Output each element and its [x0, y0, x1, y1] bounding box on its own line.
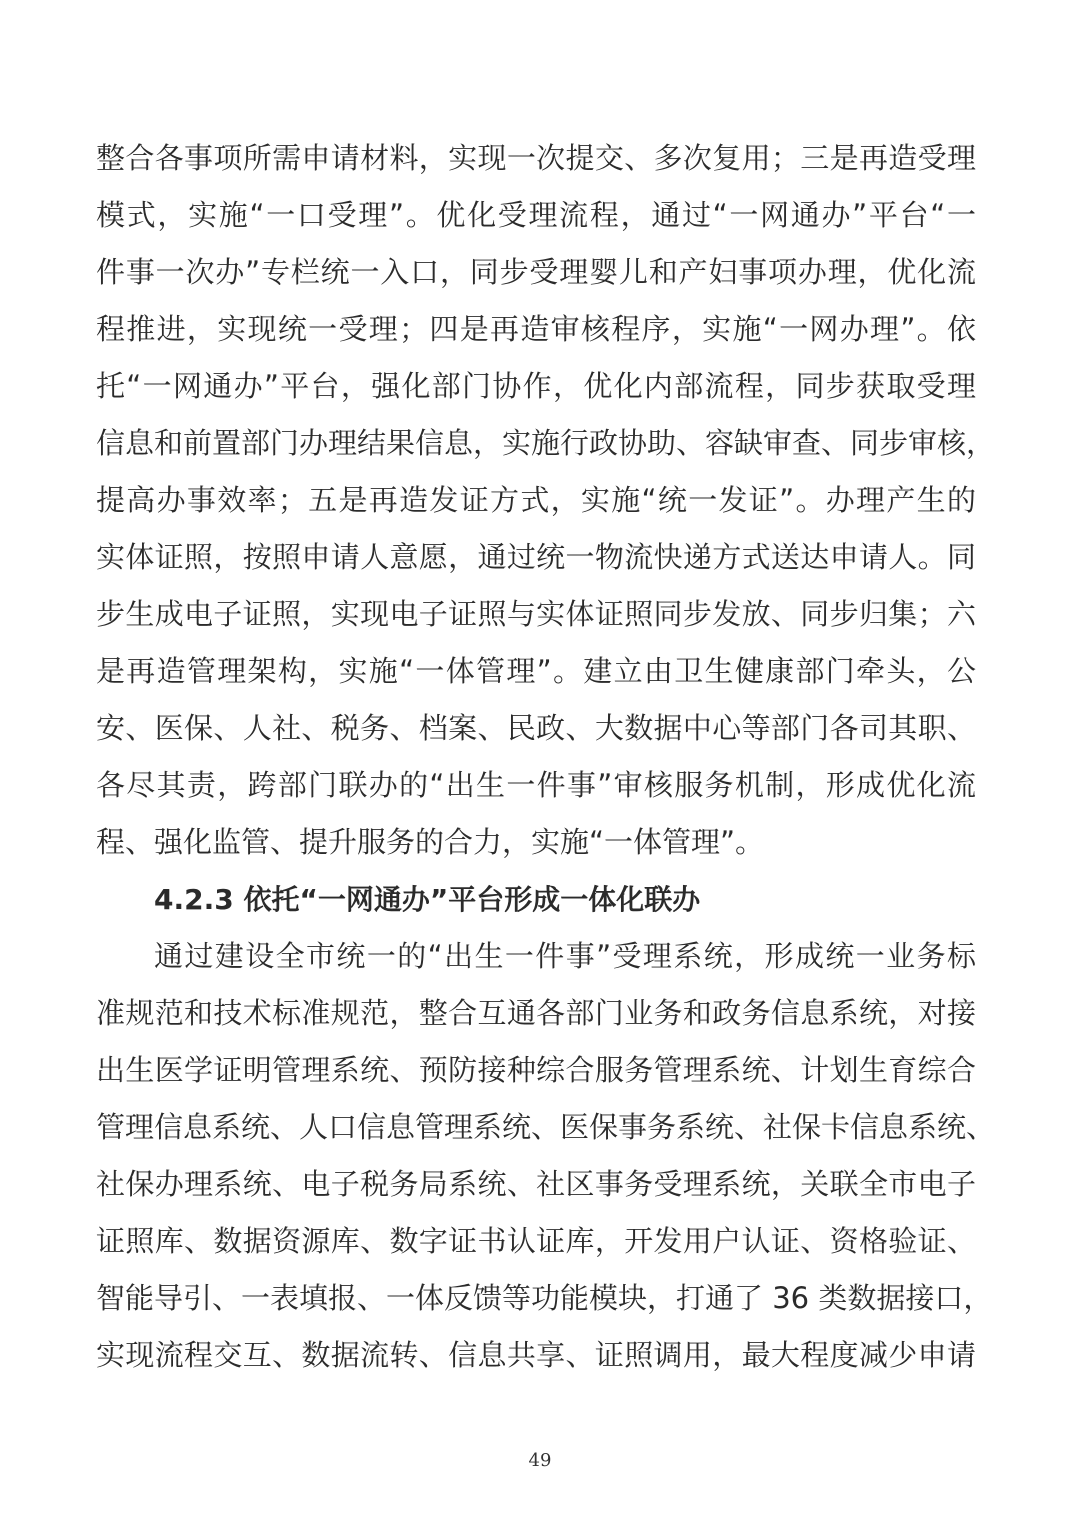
section-heading: 4.2.3 依托“一网通办”平台形成一体化联办 — [154, 883, 701, 916]
paragraph-line: 各尽其责，跨部门联办的“出生一件事”审核服务机制，形成优化流 — [96, 768, 976, 802]
paragraph-line: 步生成电子证照，实现电子证照与实体证照同步发放、同步归集；六 — [96, 597, 976, 631]
paragraph-line: 程、强化监管、提升服务的合力，实施“一体管理”。 — [96, 825, 765, 859]
paragraph-line: 社保办理系统、电子税务局系统、社区事务受理系统，关联全市电子 — [96, 1167, 976, 1201]
paragraph-line: 准规范和技术标准规范，整合互通各部门业务和政务信息系统，对接 — [96, 996, 976, 1030]
paragraph-line: 管理信息系统、人口信息管理系统、医保事务系统、社保卡信息系统、 — [96, 1110, 996, 1144]
paragraph-line: 程推进，实现统一受理；四是再造审核程序，实施“一网办理”。依 — [96, 312, 976, 346]
paragraph-line: 实现流程交互、数据流转、信息共享、证照调用，最大程度减少申请 — [96, 1338, 976, 1372]
body-text — [96, 130, 996, 1384]
paragraph-line: 安、医保、人社、税务、档案、民政、大数据中心等部门各司其职、 — [96, 711, 976, 745]
paragraph-line: 托“一网通办”平台，强化部门协作，优化内部流程，同步获取受理 — [96, 369, 976, 403]
paragraph-line: 信息和前置部门办理结果信息，实施行政协助、容缺审查、同步审核， — [96, 426, 996, 460]
paragraph-line: 证照库、数据资源库、数字证书认证库，开发用户认证、资格验证、 — [96, 1224, 976, 1258]
page-number: 49 — [528, 1450, 552, 1471]
paragraph-line: 提高办事效率；五是再造发证方式，实施“统一发证”。办理产生的 — [96, 483, 976, 517]
paragraph-line: 是再造管理架构，实施“一体管理”。建立由卫生健康部门牵头，公 — [96, 654, 976, 688]
paragraph-1 — [96, 130, 996, 871]
paragraph-line: 整合各事项所需申请材料，实现一次提交、多次复用；三是再造受理 — [96, 141, 976, 175]
paragraph-line: 通过建设全市统一的“出生一件事”受理系统，形成统一业务标 — [154, 939, 976, 973]
paragraph-line: 智能导引、一表填报、一体反馈等功能模块，打通了 36 类数据接口， — [96, 1281, 993, 1315]
paragraph-line: 件事一次办”专栏统一入口，同步受理婴儿和产妇事项办理，优化流 — [96, 255, 976, 289]
paragraph-line: 出生医学证明管理系统、预防接种综合服务管理系统、计划生育综合 — [96, 1053, 976, 1087]
paragraph-line: 实体证照，按照申请人意愿，通过统一物流快递方式送达申请人。同 — [96, 540, 976, 574]
paragraph-2 — [96, 928, 996, 1384]
paragraph-line: 模式，实施“一口受理”。优化受理流程，通过“一网通办”平台“一 — [96, 198, 976, 232]
